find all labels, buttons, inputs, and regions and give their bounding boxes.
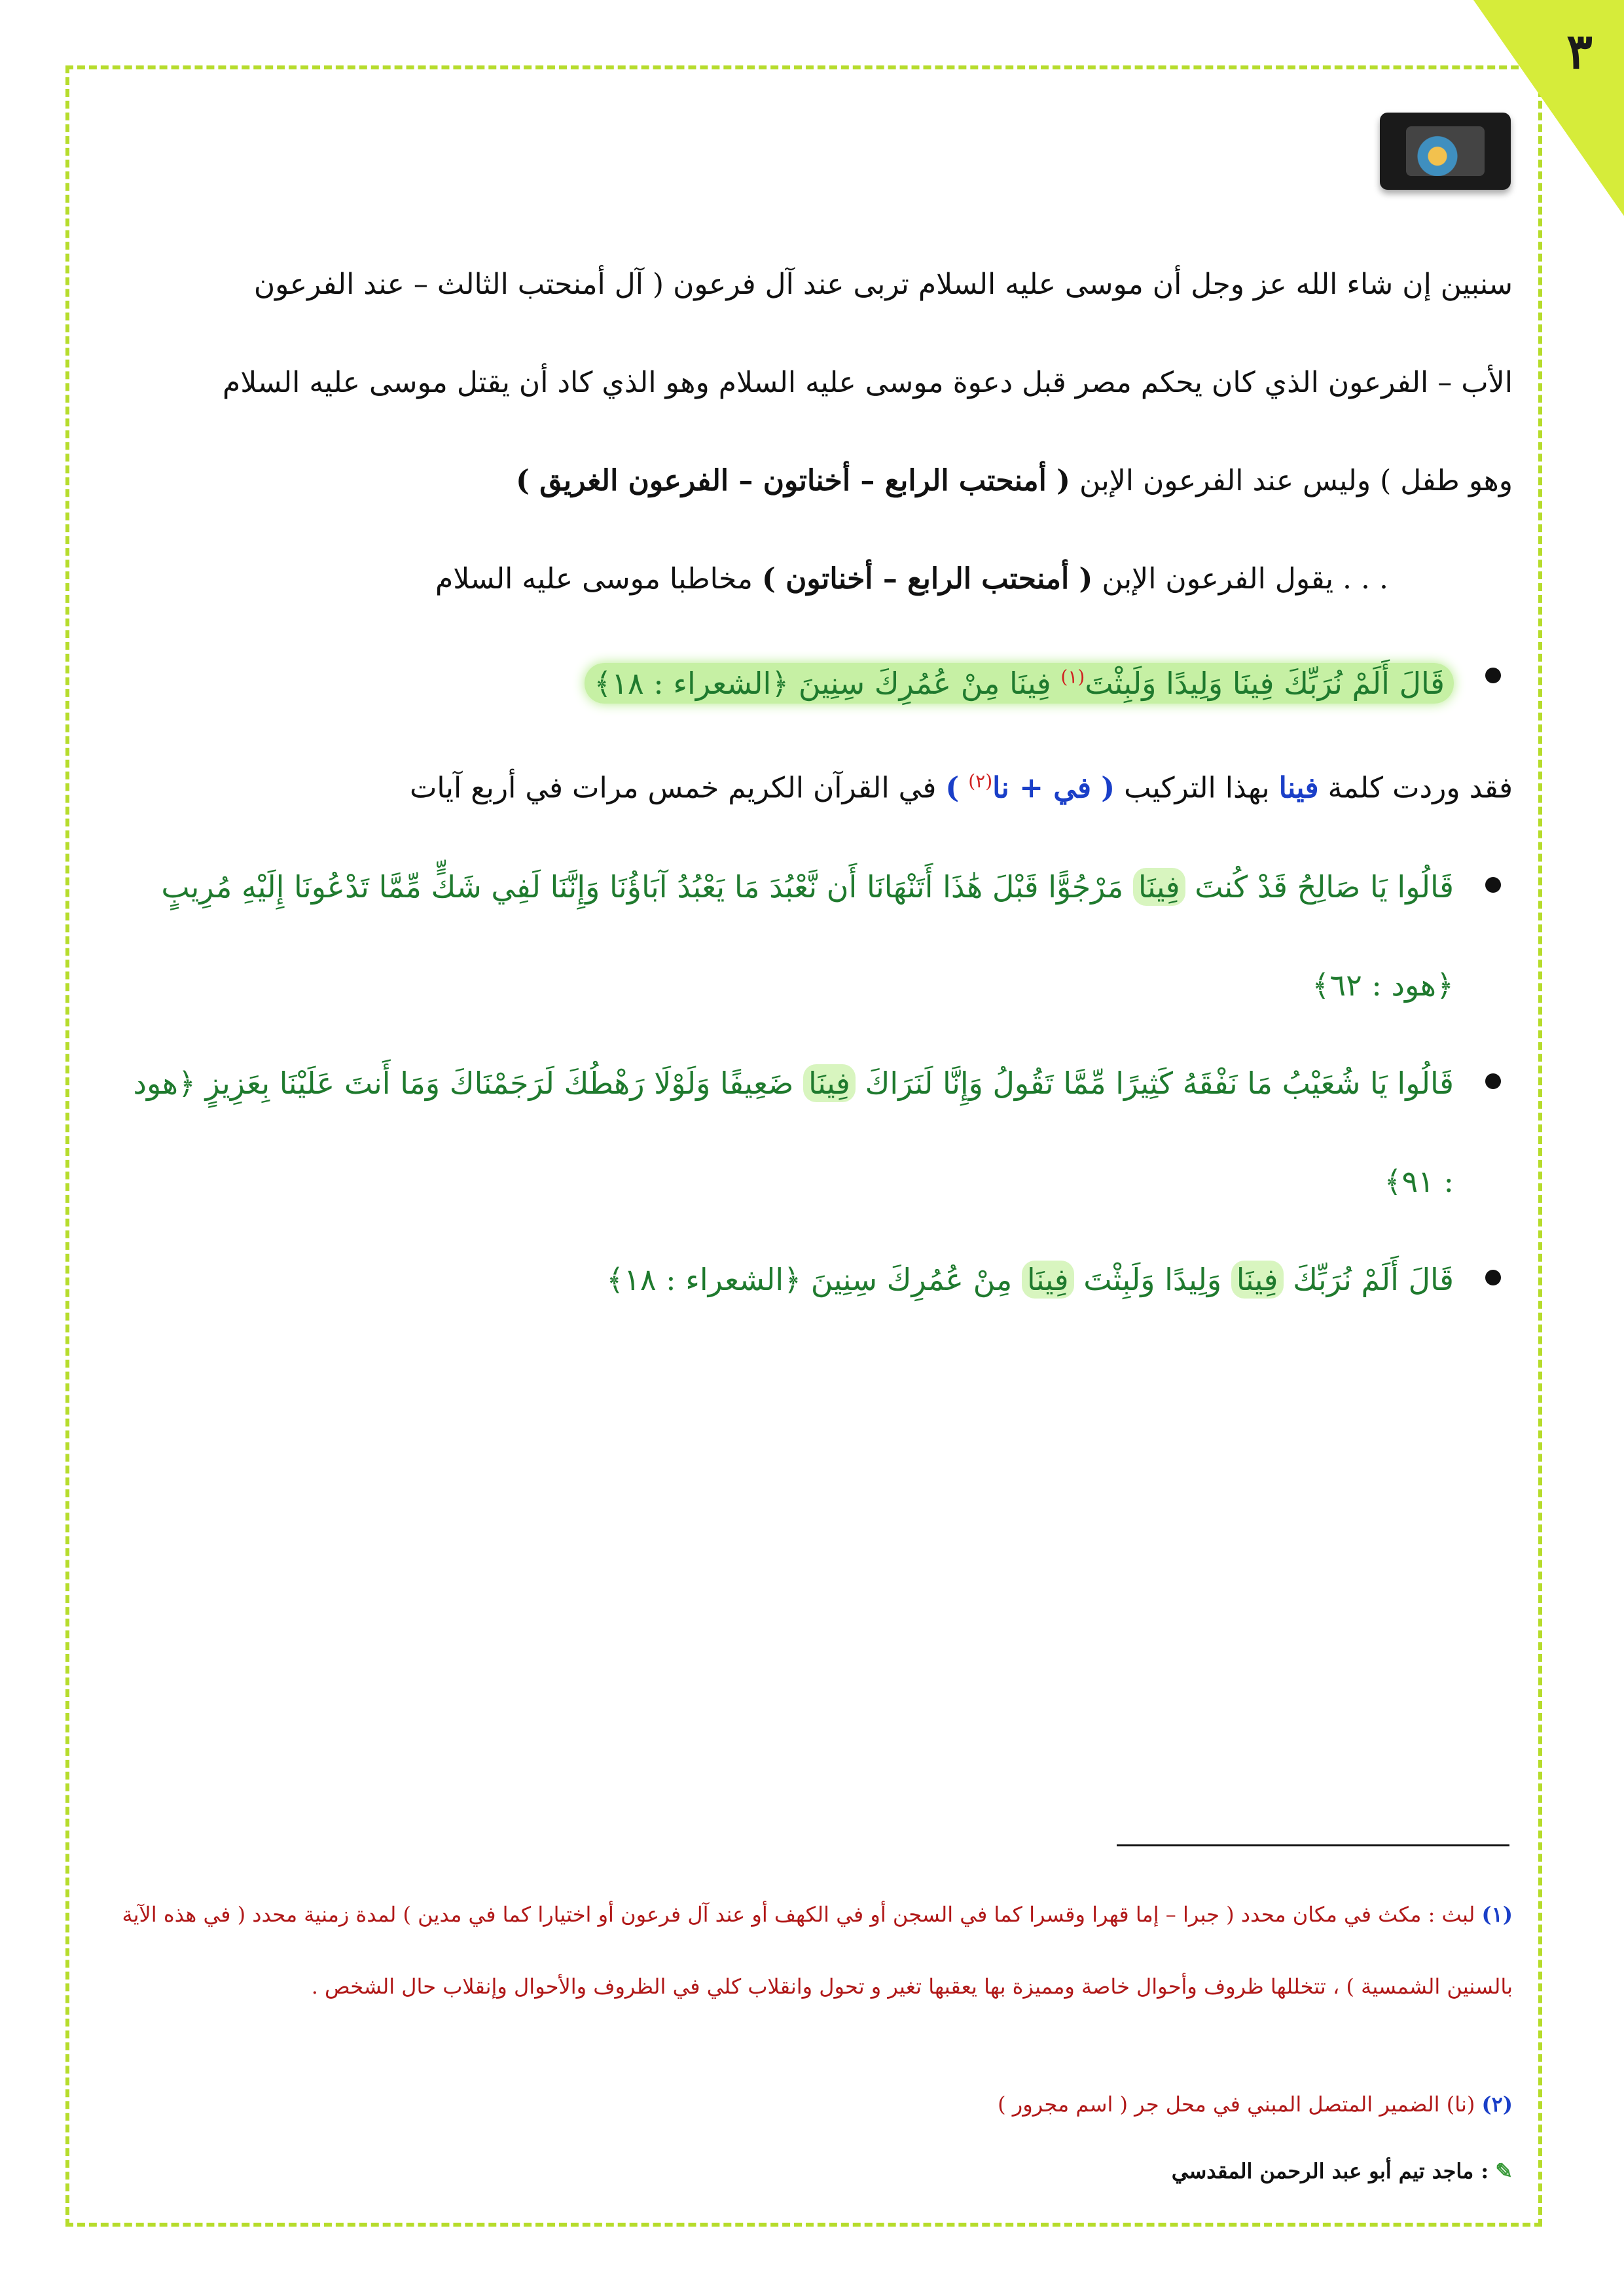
bullet-icon xyxy=(1485,1270,1501,1285)
page-number: ٣ xyxy=(1566,24,1593,80)
paragraph-2-end: مخاطبا موسى عليه السلام xyxy=(435,562,753,596)
logo xyxy=(1380,113,1511,190)
verse-before: قَالُوا يَا صَالِحُ قَدْ كُنتَ xyxy=(1195,869,1454,905)
footnote-1-number: (١) xyxy=(1481,1902,1513,1927)
verse-mid: وَلِيدًا وَلَبِثْتَ xyxy=(1083,1261,1222,1297)
verse-keyword: فِينَا xyxy=(1133,868,1185,906)
footnote-1-text: لبث : مكث في مكان محدد ( جبرا – إما قهرا وقسرا كما في السجن أو في الكهف أو عند آل فرعون أو اختيارا كما في مدين ) لمدة زمنية محدد ( في هذه الآية بالسنين الشمسية ) ، تتخللها ظروف وأحوال خاصة ومميزة بها يعقبها تغير و تحول وانقلاب كلي في الظروف والأحوال وإنقلاب حال الشخص . xyxy=(122,1902,1513,1999)
footnote-marker: (٢) xyxy=(968,770,993,793)
paragraph-3-paren: ( في + نا xyxy=(992,771,1115,805)
paragraph-1-line-1: سنبين إن شاء الله عز وجل أن موسى عليه السلام تربى عند آل فرعون ( آل أمنحتب الثالث – عند الفرعون xyxy=(253,268,1513,301)
verse-highlight xyxy=(585,663,1454,704)
paragraph-3-start: فقد وردت كلمة xyxy=(1327,771,1513,805)
footnote-divider xyxy=(1117,1844,1509,1846)
paragraph-3-word: فينا xyxy=(1278,771,1319,805)
verse-before: قَالُوا يَا شُعَيْبُ مَا نَفْقَهُ كَثِيرًا مِّمَّا تَقُولُ وَإِنَّا لَنَرَاكَ xyxy=(865,1065,1454,1101)
verse-after: مَرْجُوًّا قَبْلَ هَٰذَا أَتَنْهَانَا أَن نَّعْبُدَ مَا يَعْبُدُ آبَاؤُنَا وَإِنَّنَا لَفِي شَكٍّ مِّمَّا تَدْعُونَا إِلَيْهِ مُرِيبٍ xyxy=(161,869,1124,905)
verse-keyword: فِينَا xyxy=(803,1064,856,1102)
paragraph-1-line-3 xyxy=(118,432,1513,530)
verse-reference: ﴿هود : ٩١﴾ xyxy=(133,1065,1454,1199)
verse-list-top xyxy=(118,628,1513,732)
verse-text: قَالَ أَلَمْ نُرَبِّكَ فِينَا وَلِيدًا وَلَبِثْتَ xyxy=(1085,666,1445,702)
verse-before: قَالَ أَلَمْ نُرَبِّكَ xyxy=(1293,1261,1454,1297)
author-name: : ماجد تيم أبو عبد الرحمن المقدسي xyxy=(1171,2159,1489,2183)
verse-keyword: فِينَا xyxy=(1231,1261,1284,1299)
footnote-2-text: (نا) الضمير المتصل المبني في محل جر ( اسم مجرور ) xyxy=(998,2092,1475,2117)
bullet-icon xyxy=(1485,877,1501,893)
verse-reference: ﴿الشعراء : ١٨﴾ xyxy=(594,666,789,702)
bullet-icon xyxy=(1485,1073,1501,1089)
verse-after: مِنْ عُمُرِكَ سِنِينَ xyxy=(810,1261,1013,1297)
verse-list xyxy=(118,838,1513,1329)
footnote-2 xyxy=(118,2068,1513,2140)
logo-emblem-icon xyxy=(1406,126,1485,176)
paragraph-1-line-3-bold: ( أمنحتب الرابع – أخناتون – الفرعون الغريق ) xyxy=(516,464,1070,497)
author-signature xyxy=(118,2159,1513,2183)
verse-reference: ﴿هود : ٦٢﴾ xyxy=(1312,967,1454,1003)
main-content xyxy=(118,236,1513,1329)
footnote-marker: (١) xyxy=(1060,666,1085,688)
paragraph-3-close: ) xyxy=(945,771,960,805)
footnote-2-number: (٢) xyxy=(1481,2092,1513,2117)
paragraph-1-line-2: الأب – الفرعون الذي كان يحكم مصر قبل دعوة موسى عليه السلام وهو الذي كاد أن يقتل موسى عليه السلام xyxy=(222,366,1513,399)
pen-icon: ✎ xyxy=(1495,2159,1513,2183)
footnotes xyxy=(118,1878,1513,2183)
spacer xyxy=(118,2022,1513,2068)
verse-reference: ﴿الشعراء : ١٨﴾ xyxy=(606,1261,802,1297)
paragraph-3-mid: بهذا التركيب xyxy=(1124,771,1270,805)
paragraph-3 xyxy=(118,732,1513,838)
verse-keyword-2: فِينَا xyxy=(1022,1261,1074,1299)
footnote-1 xyxy=(118,1878,1513,2022)
paragraph-1-line-3-start: وهو طفل ) وليس عند الفرعون الإبن xyxy=(1079,464,1513,497)
paragraph-2-start: . . . يقول الفرعون الإبن xyxy=(1102,562,1388,596)
paragraph-2-bold: ( أمنحتب الرابع – أخناتون ) xyxy=(761,562,1093,596)
paragraph-3-end: في القرآن الكريم خمس مرات في أربع آيات xyxy=(409,771,937,805)
bullet-icon xyxy=(1485,668,1501,683)
verse-item xyxy=(118,838,1513,1034)
verse-item xyxy=(118,628,1513,732)
verse-text-2: فِينَا مِنْ عُمُرِكَ سِنِينَ xyxy=(798,666,1051,702)
paragraph-2 xyxy=(118,530,1513,628)
verse-item xyxy=(118,1230,1513,1329)
verse-after: ضَعِيفًا وَلَوْلَا رَهْطُكَ لَرَجَمْنَاكَ وَمَا أَنتَ عَلَيْنَا بِعَزِيزٍ xyxy=(205,1065,794,1101)
verse-item xyxy=(118,1034,1513,1230)
